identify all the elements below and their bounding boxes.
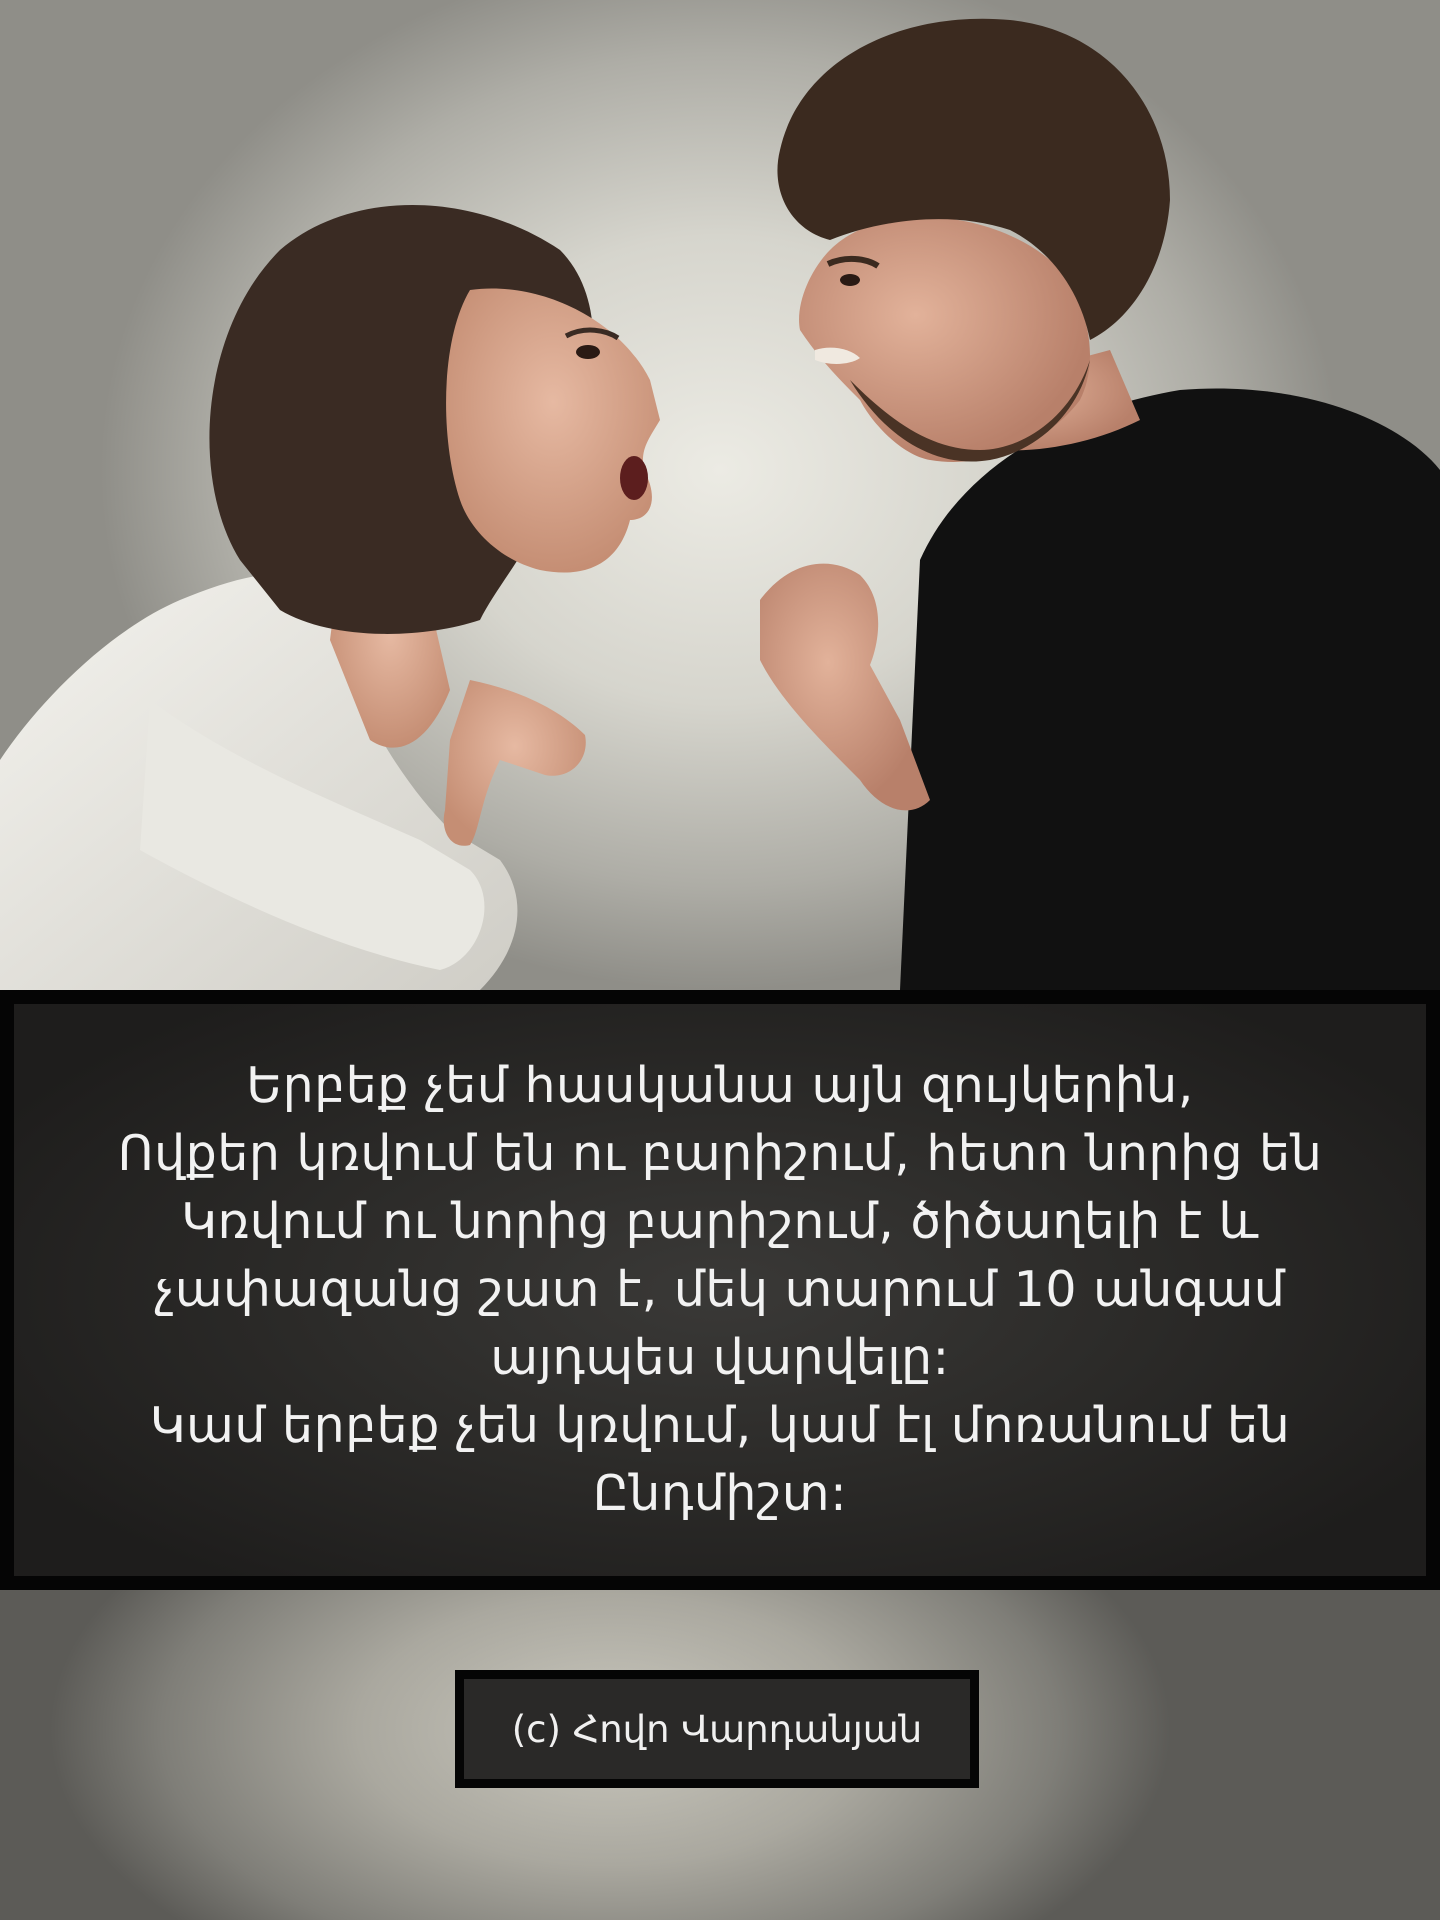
- author-credit: (c) Հովո Վարդանյան: [511, 1707, 923, 1751]
- man-figure: [760, 19, 1440, 990]
- quote-line: Կռվում ու նորից բարիշում, ծիծաղելի է և: [181, 1193, 1259, 1250]
- quote-panel: [14, 1004, 1426, 1576]
- quote-line: Երբեք չեմ հասկանա այն զույկերին,: [246, 1057, 1194, 1114]
- woman-figure: [0, 205, 660, 990]
- quote-line: Ընդմիշտ:: [592, 1465, 848, 1522]
- credit-box: [464, 1679, 970, 1779]
- quote-line: Կամ երբեք չեն կռվում, կամ էլ մոռանում են: [149, 1397, 1291, 1454]
- quote-line: Ովքեր կռվում են ու բարիշում, հետո նորից են: [117, 1125, 1323, 1182]
- quote-line: չափազանց շատ է, մեկ տարում 10 անգամ: [154, 1261, 1286, 1318]
- quote-line: այդպես վարվելը:: [490, 1329, 950, 1386]
